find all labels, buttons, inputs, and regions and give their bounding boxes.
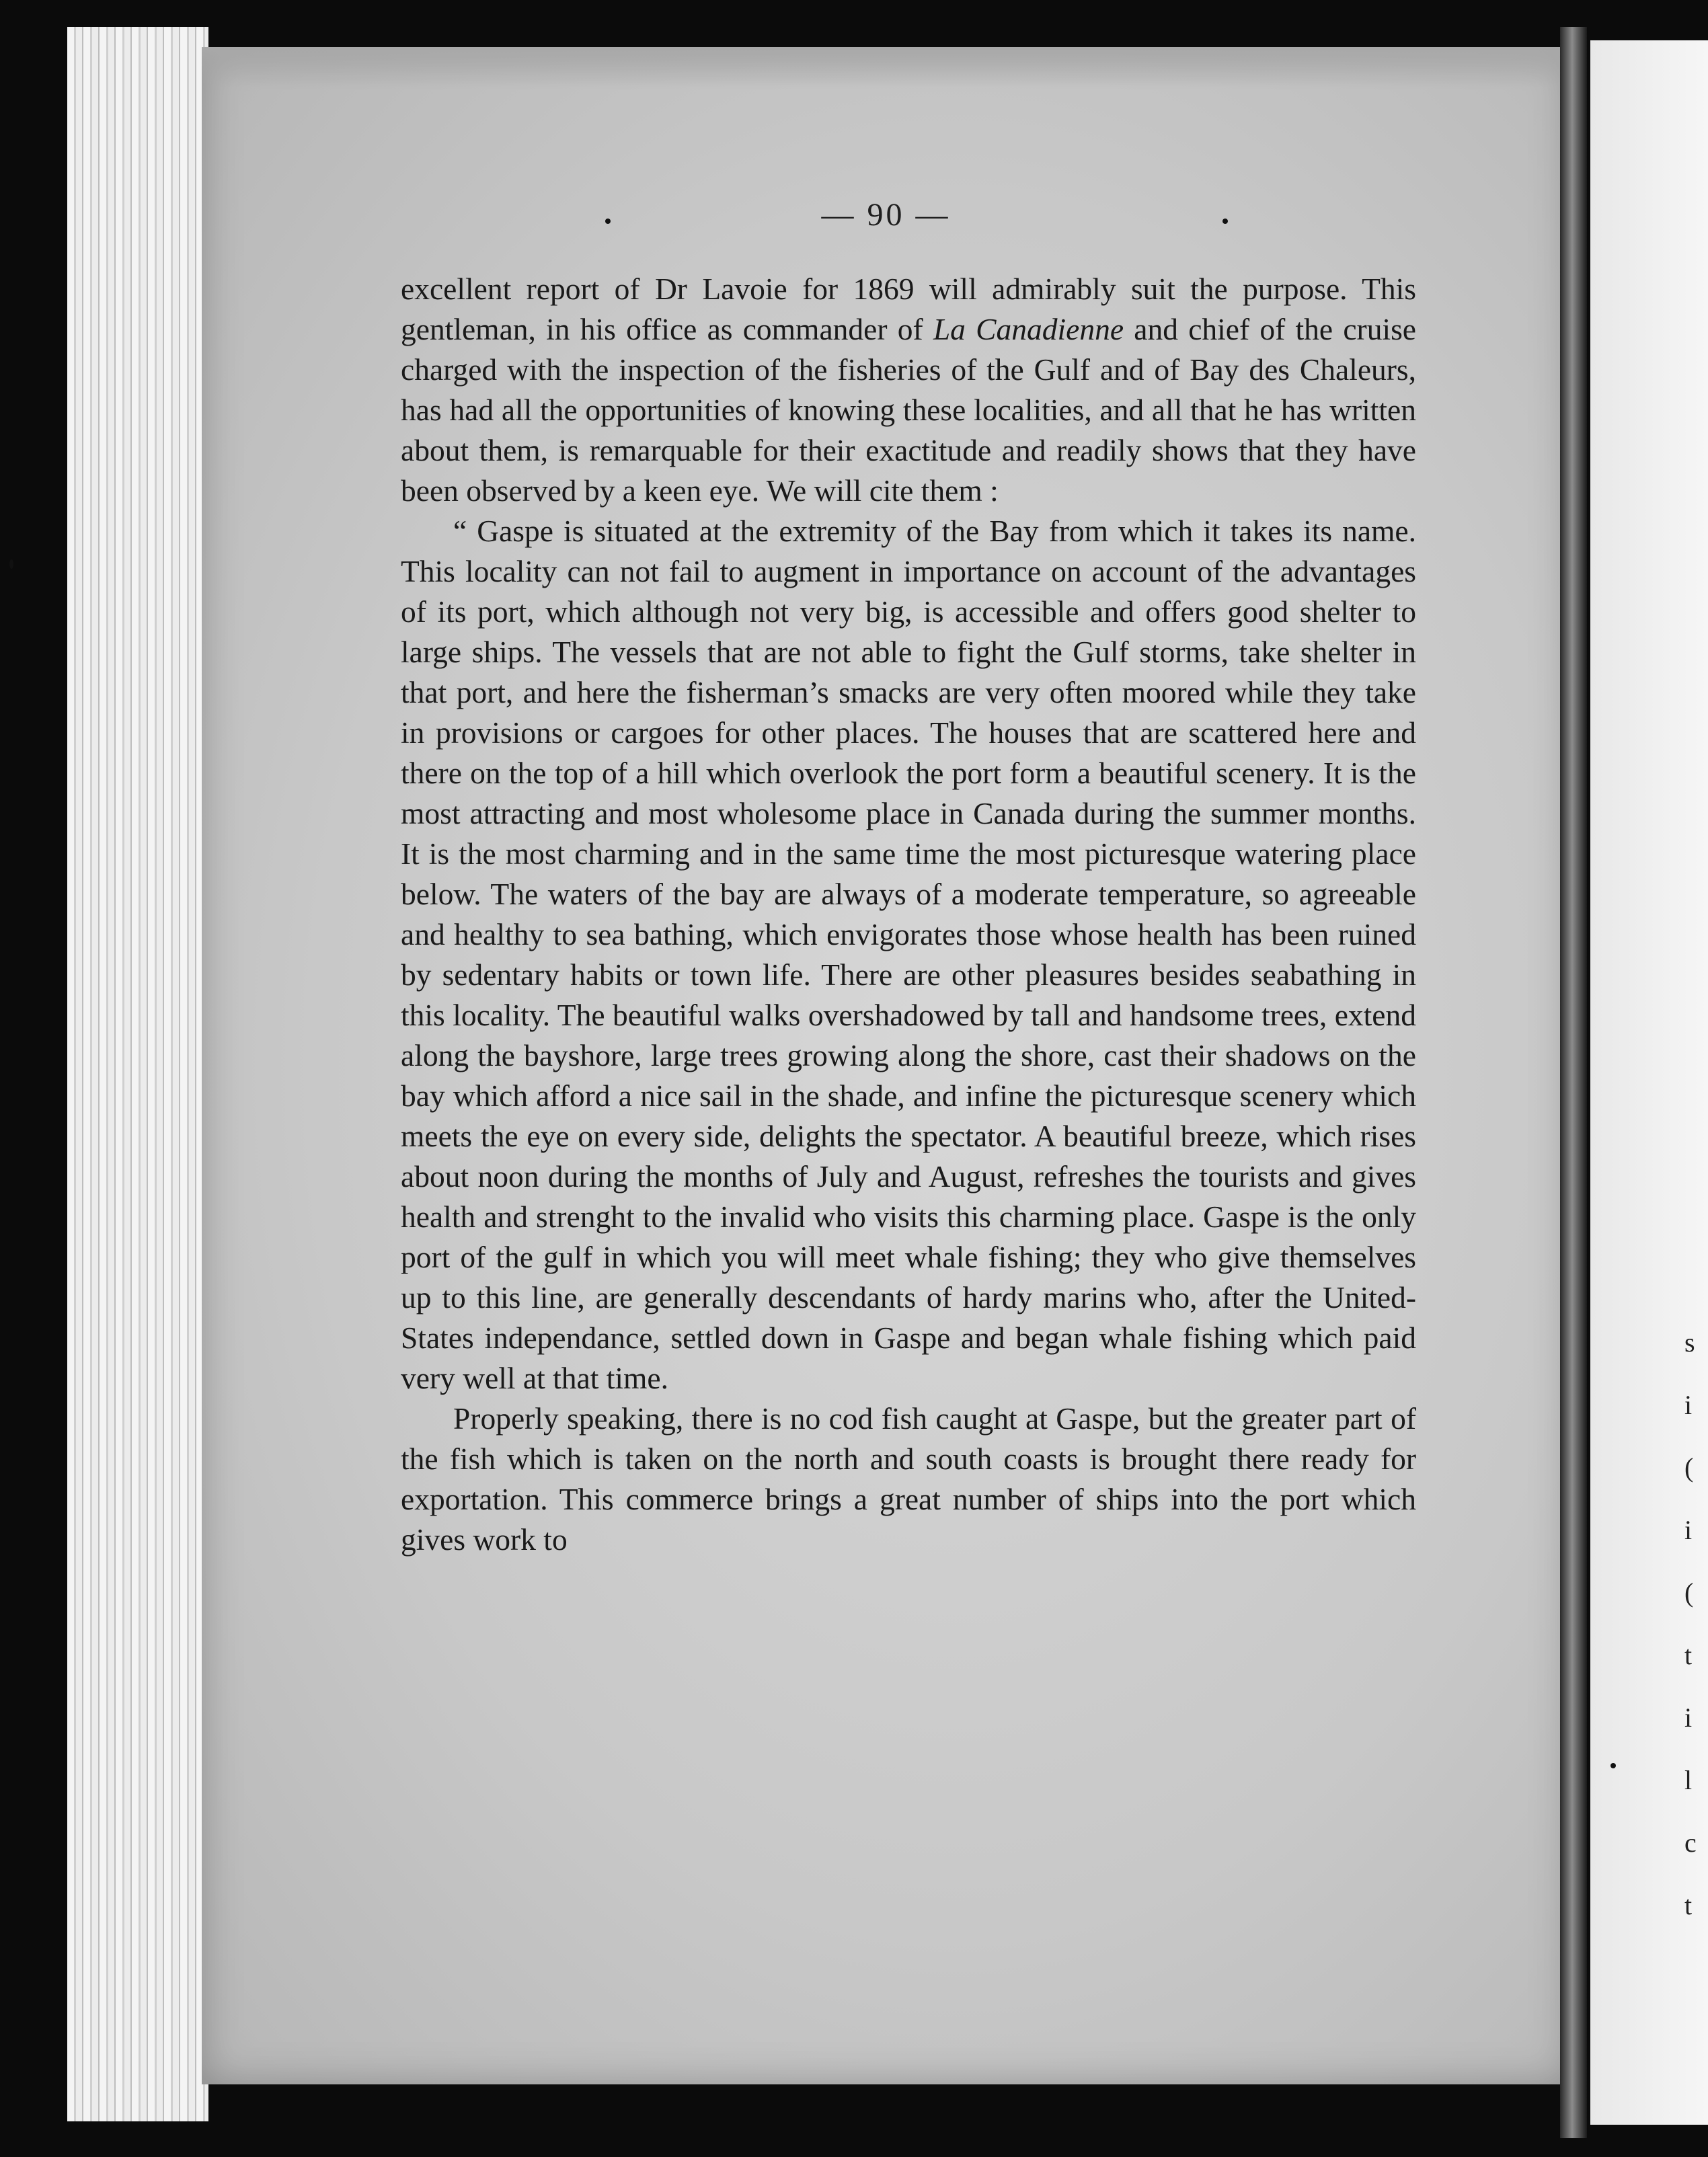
facing-page-letter: i xyxy=(1684,1702,1693,1733)
facing-page-letter: t xyxy=(1684,1640,1693,1670)
italic-text: La Canadienne xyxy=(933,312,1124,346)
page-number: — 90 — xyxy=(821,197,951,233)
paragraph xyxy=(401,269,1416,511)
scan-speck xyxy=(605,219,611,224)
page-shadow xyxy=(202,47,1570,87)
facing-page-letter: ( xyxy=(1684,1452,1694,1483)
facing-page-letter: i xyxy=(1684,1515,1693,1545)
paragraph xyxy=(401,1399,1416,1560)
page-edge-stack xyxy=(67,27,208,2121)
scan-speck xyxy=(1610,1763,1616,1768)
facing-page-letter: ( xyxy=(1684,1577,1694,1608)
facing-page-text-fragment xyxy=(1684,1311,1708,1920)
book-gutter xyxy=(1560,27,1587,2138)
paragraph xyxy=(401,511,1416,1399)
facing-page-letter: l xyxy=(1684,1765,1693,1795)
scan-speck xyxy=(9,559,13,569)
paragraph-text: “ Gaspe is situated at the extremity of the Bay from which it takes its name. This locality can not fail to augment in importance on account of the advantages of its port, which although not very big, is accessible and offers good shelter to large ships. The vessels that are not able to fight the Gulf storms, take shelter in that port, and here the fisherman’s smacks are very often moored while they take in provisions or cargoes for other places. The houses that are scattered here and there on the top of a hill which overlook the port form a beautiful scenery. It is the most attracting and most wholesome place in Canada during the summer months. It is the most charming and in the same time the most picturesque watering place below. The waters of the bay are always of a moderate temperature, so agreeable and healthy to sea bathing, which envigorates those whose health has been ruined by sedentary habits or town life. There are other pleasures besides seabathing in this locality. The beautiful walks overshadowed by tall and handsome trees, extend along the bayshore, large trees growing along the shore, cast their shadows on the bay which afford a nice sail in the shade, and infine the picturesque scenery which meets the eye on every side, delights the spectator. A beautiful breeze, which rises about noon during the months of July and August, refreshes the tourists and gives health and strenght to the invalid who visits this charming place. Gaspe is the only port of the gulf in which you will meet whale fishing; they who give themselves up to this line, are generally descendants of hardy marins who, after the United-States independance, settled down in Gaspe and began whale fishing which paid very well at that time. xyxy=(401,514,1416,1395)
facing-page-letter: t xyxy=(1684,1890,1693,1920)
paragraph-text: Properly speaking, there is no cod fish caught at Gaspe, but the greater part of the fish which is taken on the north and south coasts is brought there ready for exportation. This commerce brings a great number of ships into the port which gives work to xyxy=(401,1401,1416,1557)
scan-speck xyxy=(1222,219,1228,224)
facing-page-letter: c xyxy=(1684,1828,1697,1858)
facing-page-letter: i xyxy=(1684,1390,1693,1420)
paragraph-text: and chief of the cruise charged with the inspection of the fisheries of the Gulf and of Bay des Chaleurs, has had all the opportunities of knowing these localities, and all that he has written about them, is remarquable for their exactitude and readily shows that they have been observed by a keen eye. We will cite them : xyxy=(401,312,1416,508)
facing-page-letter: s xyxy=(1684,1327,1695,1358)
body-text xyxy=(401,269,1416,1560)
paragraph-text: excellent report of Dr Lavoie for 1869 will admirably suit the purpose. This gentleman, in his office as commander of xyxy=(401,272,1416,346)
